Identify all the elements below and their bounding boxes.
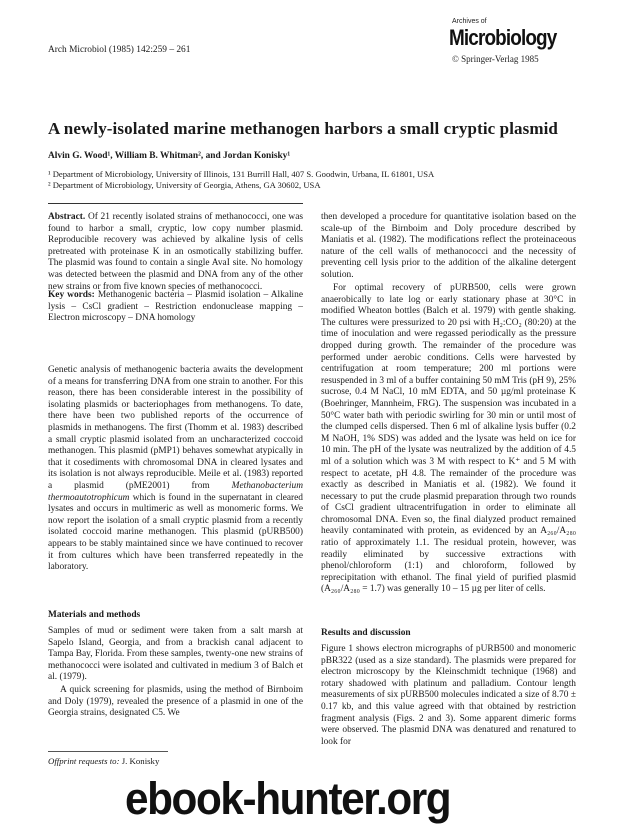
authors: Alvin G. Wood¹, William B. Whitman², and Jordan Konisky¹ (48, 151, 291, 161)
intro-species: Methanobacterium thermoautotrophicum (48, 480, 303, 503)
abstract (48, 212, 303, 293)
intro-text: Genetic analysis of methanogenic bacteria awaits the development of a means for transferring DNA from one strain to another. For this reason, there has been considerable interest in the possibility of isolating plasmids or bacteriophages from methanogens. To date, there have been two published reports of the occurrence of plasmids in methanogens. The first (Thomm et al. 1983) described a small cryptic plasmid isolated from an uncharacterized coccoid methanogen. This plasmid (pMP1) behaves somewhat atypically in that it cosediments with chromosomal DNA in cleared lysates and its isolation is not always reproducible. Meile et al. (1983) reported a plasmid (pME2001) from (48, 365, 303, 491)
watermark: ebook-hunter.org (125, 773, 451, 824)
results-paragraph: Figure 1 shows electron micrographs of pURB500 and monomeric pBR322 (used as a size standard). The plasmids were prepared for electron microscopy by the Kleinschmidt technique (1968) and rotary shadowed with platinum and palladium. Contour length measurements of six pURB500 molecules indicated a size of 8.70 ± 0.17 kb, and this value agreed with that obtained by restriction fragment analysis (Figs. 2 and 3). Some apparent dimeric forms were observed. The plasmid DNA was denatured and renatured to look for (321, 644, 576, 747)
right-paragraph-2: For optimal recovery of pURB500, cells were grown anaerobically to late log or early stationary phase at 30°C in modified Wheaton bottles (Balch et al. 1979) with gentle shaking. The cultures were pressurized to 20 psi with H₂:CO₂ (80:20) at the time of inoculation and were regassed periodically as the pressure dropped during growth. The remainder of the procedure was performed under aerobic conditions. Cells were harvested by centrifugation at room temperature; 200 ml portions were resuspended in 3 ml of a buffer containing 50 mM Tris (pH 9), 25% sucrose, 0.4 M NaCl, 10 mM EDTA, and 50 µg/ml proteinase K (Boehringer, Mannheim, FRG). The suspension was incubated in a 50°C water bath with periodic swirling for 30 min or until most of the clumped cells dispersed. Then 6 ml of alkaline lysis buffer (0.2 M NaOH, 1% SDS) was added and the lysate was held on ice for 10 min. The pH of the lysate was neutralized by the addition of 4.5 ml of a solution which was 3 M with respect to K⁺ and 5 M with respect to acetate, pH 4.8. The remainder of the procedure was exactly as described in Maniatis et al. (1982). We found it necessary to put the crude plasmid preparation through two rounds of CsCl gradient ultracentrifugation in order to eliminate all chromosomal DNA. Even so, the final dialyzed product remained heavily contaminated with protein, as evidenced by an A₂₆₀/A₂₈₀ ratio of approximately 1.1. The residual protein, however, was readily eliminated by successive extractions with phenol/chloroform (1:1) and chloroform, followed by reprecipitation with ethanol. The final yield of purified plasmid (A₂₆₀/A₂₈₀ = 1.7) was generally 10 – 15 µg per liter of cells. (321, 283, 576, 595)
abstract-text: Of 21 recently isolated strains of methanococci, one was found to harbor a small, cryptic, low copy number plasmid. Reproducible recovery was achieved by alkaline lysis of cells pretreated with proteinase K in an osmotically stabilizing buffer. The plasmid was found to contain a single AvaI site. No homology was detected between the plasmid and DNA from any of the other new strains or from five known species of methanococci. (48, 212, 304, 292)
results-heading: Results and discussion (321, 628, 411, 638)
intro-paragraph (48, 365, 303, 574)
affiliation-1: ¹ Department of Microbiology, University of Illinois, 131 Burrill Hall, 407 S. Goodwin, Urbana, IL 61801, USA (48, 169, 435, 179)
abstract-divider (48, 203, 303, 204)
footnote-rule (48, 751, 168, 752)
footnote (48, 756, 159, 766)
keywords (48, 290, 303, 325)
intro-text-end: which is found in the supernatant in cleared lysates and occurs in multimeric as well as monomeric forms. We now report the isolation of a small cryptic plasmid from a recently isolated coccoid marine methanogen. This plasmid (pURB500) appears to be stably maintained since we have continued to recover it from cultures which have been transferred repeatedly in the laboratory. (48, 492, 303, 573)
methods-paragraph-2: A quick screening for plasmids, using the method of Birnboim and Doly (1979), revealed the presence of a plasmid in one of the Georgia strains, designated C5. We (48, 685, 303, 719)
methods-heading: Materials and methods (48, 610, 141, 620)
right-paragraph-1: then developed a procedure for quantitative isolation based on the scale-up of the Birnboim and Doly procedure described by Maniatis et al. (1982). The modifications reflect the proteinaceous nature of the cell walls of methanococci and the necessity of preventing cell lysis prior to the addition of the alkaline detergent solution. (321, 212, 576, 280)
citation: Arch Microbiol (1985) 142:259 – 261 (48, 45, 191, 55)
footnote-name: J. Konisky (121, 756, 160, 766)
footnote-label: Offprint requests to: (48, 756, 120, 766)
methods-paragraph-1: Samples of mud or sediment were taken from a salt marsh at Sapelo Island, Georgia, and from a brackish canal adjacent to Tampa Bay, Florida. From these samples, twenty-one new strains of methanococci were isolated and cultivated in medium 3 of Balch et al. (1979). (48, 626, 303, 683)
copyright: © Springer-Verlag 1985 (452, 54, 539, 64)
keywords-text: Methanogenic bacteria – Plasmid isolation – Alkaline lysis – CsCl gradient – Restriction endonuclease mapping – Electron microscopy – DNA homology (48, 290, 304, 324)
paper-title: A newly-isolated marine methanogen harbors a small cryptic plasmid (48, 119, 558, 138)
abstract-label: Abstract. (48, 212, 86, 222)
keywords-label: Key words: (48, 290, 95, 300)
journal-archives-of: Archives of (452, 18, 487, 25)
journal-logo: Microbiology (449, 25, 557, 50)
affiliation-2: ² Department of Microbiology, University of Georgia, Athens, GA 30602, USA (48, 180, 321, 190)
